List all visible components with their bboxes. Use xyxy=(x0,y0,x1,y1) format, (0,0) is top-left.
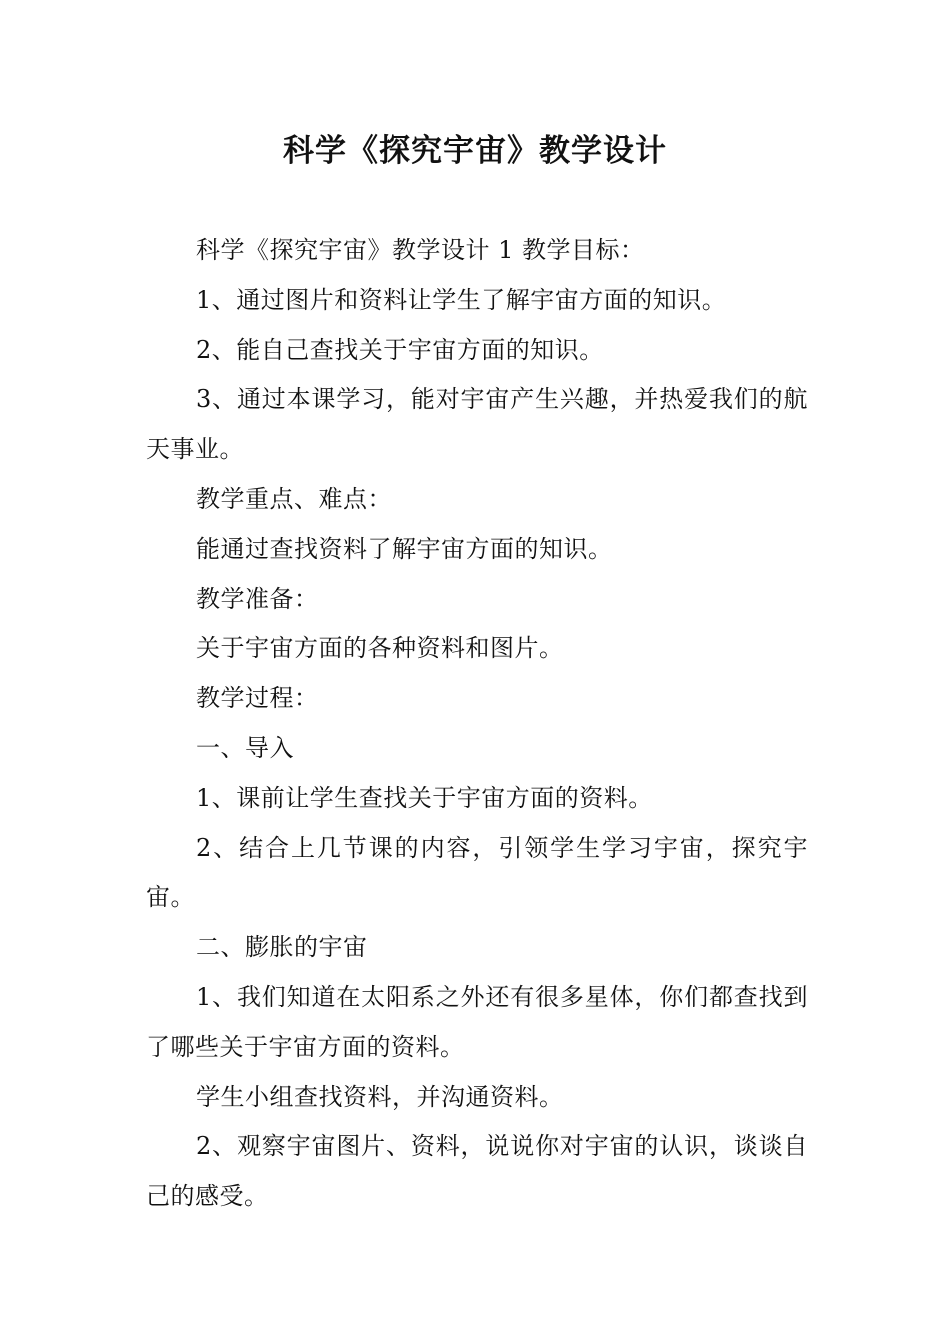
paragraph-objectives-heading: 科学《探究宇宙》教学设计 1 教学目标： xyxy=(196,236,645,264)
paragraph-universe-step-1: 1、我们知道在太阳系之外还有很多星体，你们都查找到了哪些关于宇宙方面的资料。 xyxy=(146,982,808,1061)
paragraph-preparation: 关于宇宙方面的各种资料和图片。 xyxy=(196,634,564,663)
paragraph-objective-1: 1、通过图片和资料让学生了解宇宙方面的知识。 xyxy=(196,285,727,314)
paragraph-objective-3: 3、通过本课学习，能对宇宙产生兴趣，并热爱我们的航天事业。 xyxy=(146,385,808,464)
document-body xyxy=(146,226,808,1222)
document-title: 科学《探究宇宙》教学设计 xyxy=(283,133,667,169)
paragraph-intro-step-2: 2、结合上几节课的内容，引领学生学习宇宙，探究宇宙。 xyxy=(146,833,808,912)
paragraph-process-heading: 教学过程： xyxy=(196,684,319,713)
paragraph-key-points: 能通过查找资料了解宇宙方面的知识。 xyxy=(196,534,613,563)
paragraph-universe-step-2: 2、观察宇宙图片、资料，说说你对宇宙的认识，谈谈自己的感受。 xyxy=(146,1132,808,1211)
paragraph-key-points-heading: 教学重点、难点： xyxy=(196,484,392,513)
paragraph-preparation-heading: 教学准备： xyxy=(196,584,319,613)
paragraph-section-expanding-universe: 二、膨胀的宇宙 xyxy=(196,933,368,962)
paragraph-intro-step-1: 1、课前让学生查找关于宇宙方面的资料。 xyxy=(196,783,653,812)
paragraph-group-activity: 学生小组查找资料，并沟通资料。 xyxy=(196,1082,564,1111)
paragraph-section-intro: 一、导入 xyxy=(196,733,294,762)
paragraph-objective-2: 2、能自己查找关于宇宙方面的知识。 xyxy=(196,335,604,364)
